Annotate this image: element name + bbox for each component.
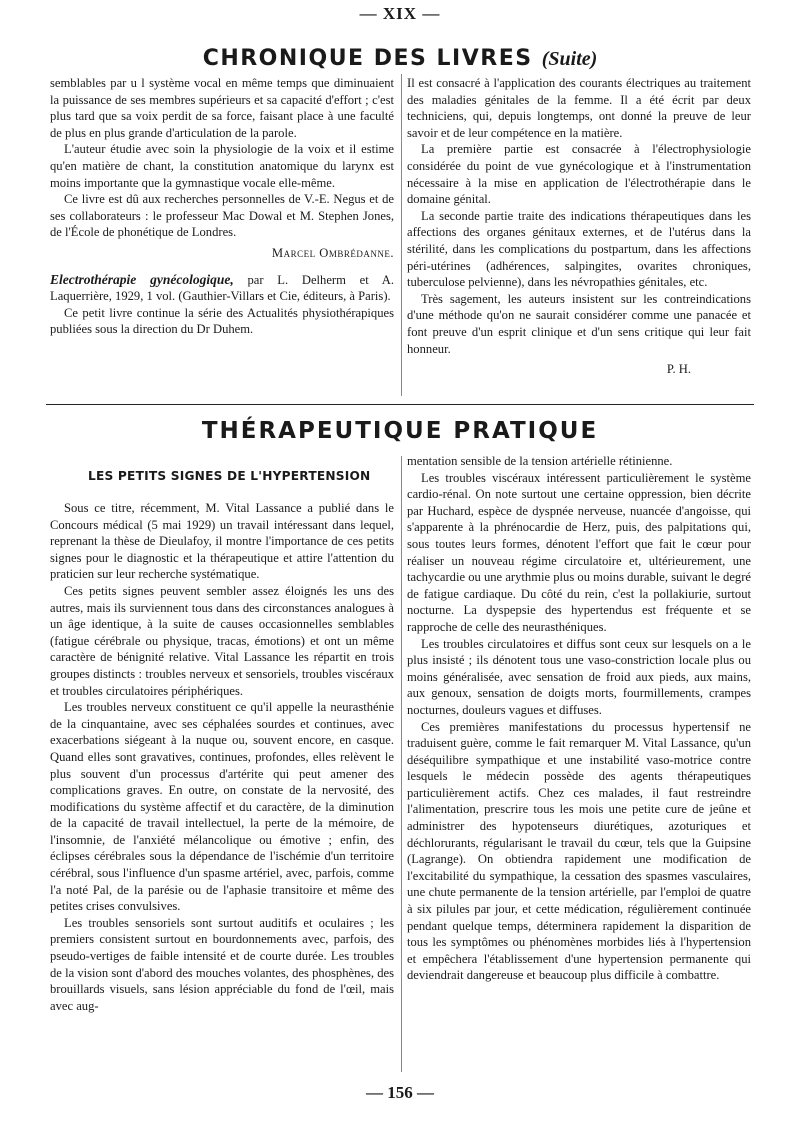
article-heading: LES PETITS SIGNES DE L'HYPERTENSION [88,469,371,483]
paragraph: semblables par u l système vocal en même temps que diminuaient la puissance de ses membres supérieurs et sa capacité d'effort ; c'est plus tard que sa voix perdit de sa force, faisant place à une faculté de plus en plus grande d'articulation de la parole. [50,76,394,140]
therapy-left-column [50,500,394,1014]
paragraph: Les troubles viscéraux intéressent particulièrement le système cardio-rénal. On note surtout une certaine oppression, bien décrite par Huchard, espèce de dyspnée nerveuse, nuancée d'angoisse, qui s'apparente à la phrénocardie de Herz, puis, des palpitations qui, sous toutes leurs formes, dénotent l'effort que fait le cœur pour réaliser un nouveau régime circulatoire et, ultérieurement, une tachycardie ou une arythmie plus ou moins durable, suivant le degré de fatigue cardiaque. Du côté du rein, c'est la pollakiurie, surtout nocturne. La dyspepsie des hypertendus est fréquente et se rapproche de celle des neurasthéniques. [407,470,751,634]
review-signature: P. H. [666,362,691,377]
chronique-right-column [407,75,751,378]
page-header-roman: — XIX — [359,4,441,23]
paragraph: Ces premières manifestations du processus hypertensif ne traduisent guère, comme le fait remarquer M. Vital Lassance, qu'un déséquilibre sympathique et une instabilité vaso-motrice contre lesquels le médecin possède des agents thérapeutiques particulièrement actifs. Chez ces malades, il faut restreindre l'alimentation, prescrire tous les mois une petite cure de jeûne et administrer des hypotenseurs diurétiques, azoturiques et déchlorurants, régularisant le travail du cœur, tels que la Guipsine (Lagrange). On obtiendra rapidement une modification de l'excitabilité du sympathique, la cessation des spasmes vasculaires, une chute permanente de la tension artérielle, par l'emploi de quatre à six pilules par jour, et cette médication, régulièrement continuée pendant quelque temps, déterminera rapidement la disparition de tous les symptômes ou phénomènes morbides liés à l'hypertension et empêchera l'établissement d'une hypertension permanente qui deviendrait dangereuse et beaucoup plus difficile à combattre. [407,719,751,983]
section-divider-rule [46,404,754,405]
section-title-suite: (Suite) [541,48,598,70]
paragraph: Ces petits signes peuvent sembler assez éloignés les uns des autres, mais ils surviennent tous dans des circonstances analogues à un âge identique, à la suite de causes occasionnelles semblables (fatigue cérébrale ou physique, tracas, émotions) et ont un même caractère de bénignité relative. Vital Lassance les répartit en trois groupes distincts : troubles nerveux et sensoriels, troubles viscéraux et troubles circulatoires périphériques. [50,583,394,698]
book-details: par L. Delherm et A. Laquerrière, 1929, 1 vol. (Gauthier-Villars et Cie, éditeurs, à Paris). [50,272,394,304]
paragraph: mentation sensible de la tension artérielle rétinienne. [407,454,673,468]
paragraph: Ce petit livre continue la série des Actualités physiothérapiques publiées sous la direction du Dr Duhem. [50,305,394,337]
book-reference [50,272,394,305]
paragraph: L'auteur étudie avec soin la physiologie de la voix et il estime qu'en matière de chant, la constitution anatomique du larynx est moins importante que la gymnastique vocale elle-même. [50,142,394,190]
paragraph: Les troubles sensoriels sont surtout auditifs et oculaires ; les premiers consistent surtout en bourdonnements avec, parfois, des pseudo-vertiges de faible intensité et de courte durée. Les troubles de la vision sont d'abord des mouches volantes, des phosphènes, des brouillards visuels, sans lésion appréciable du fond de l'œil, mais avec aug- [50,915,394,1013]
paragraph: Les troubles circulatoires et diffus sont ceux sur lesquels on a le plus insisté ; ils dénotent tous une vaso-constriction locale plus ou moins généralisée, avec sensation de froid aux pieds, aux mains, aux genoux, sensation de doigts morts, fourmillements, crampes nocturnes, douleurs vagues et diffuses. [407,636,751,717]
paragraph: Très sagement, les auteurs insistent sur les contreindications d'une méthode qu'on ne saurait considérer comme une panacée et font preuve d'un esprit clinique et d'un sens critique qui leur fait honneur. [407,291,751,356]
paragraph: La première partie est consacrée à l'électrophysiologie considérée du point de vue gynécologique et à l'instrumentation nécessaire à la mise en application de l'électrothérapie dans le domaine génital. [407,142,751,207]
paragraph: Sous ce titre, récemment, M. Vital Lassance a publié dans le Concours médical (5 mai 1929) un travail intéressant dans lequel, reprenant la thèse de Dieulafoy, il montre l'importance de ces petits signes pour le diagnostic et la thérapeutique et attire l'attention du praticien sur leur recherche systématique. [50,501,394,582]
book-title: Electrothérapie gynécologique, [50,271,234,287]
therapy-section-title: THÉRAPEUTIQUE PRATIQUE [201,418,599,444]
section-title-chronique [0,46,800,71]
review-signature: Marcel Ombrédanne. [271,245,394,260]
chronique-left-column [50,75,394,338]
column-divider-top [401,74,402,396]
paragraph: Ce livre est dû aux recherches personnelles de V.-E. Negus et de ses collaborateurs : le professeur Mac Dowal et M. Stephen Jones, de l'École de phonétique de Londres. [50,192,394,240]
therapy-right-column [407,453,751,984]
paragraph: Il est consacré à l'application des courants électriques au traitement des maladies génitales de la femme. Il a été écrit par deux techniciens, qui, depuis longtemps, ont donné la preuve de leur savoir et de leur compétence en la matière. [407,76,751,140]
paragraph: Les troubles nerveux constituent ce qu'il appelle la neurasthénie de la cinquantaine, avec ses céphalées sourdes et continues, avec exacerbations siégeant à la nuque ou, souvent encore, en casque. Quand elles sont gravatives, continues, profondes, elles relèvent le plus souvent d'un processus d'artérite qui peut amener des complications graves. En outre, on constate de la nervosité, des modifications du système affectif et du caractère, de la diminution de la capacité de travail intellectuel, la perte de la mémoire, de l'insomnie, de l'anxiété mélancolique ou émotive ; enfin, des éclipses cérébrales sous la dépendance de l'ischémie d'un territoire cérébral, sous l'influence d'un spasme artériel, avec, parfois, comme l'a noté Pal, de la parésie ou de l'aphasie transitoire et même des petites crises convulsives. [50,700,394,914]
section-title-text: CHRONIQUE DES LIVRES [202,46,533,71]
paragraph: La seconde partie traite des indications thérapeutiques dans les affections des organes génitaux externes, et de l'utérus dans la stérilité, dans les complications du postpartum, dans les affections péri-utérines (adhérences, salpingites, ovarites chroniques, tuberculose pelvienne), dans les névropathies génitales, etc. [407,208,751,290]
column-divider-bottom [401,456,402,1072]
page-number-footer: — 156 — [366,1083,434,1102]
